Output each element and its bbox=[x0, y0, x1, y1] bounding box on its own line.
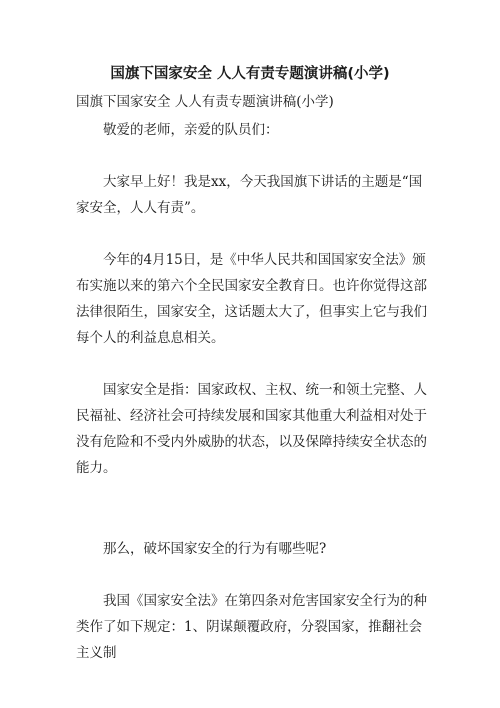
question-paragraph: 那么，破坏国家安全的行为有哪些呢? bbox=[103, 541, 327, 557]
document-subtitle: 国旗下国家安全 人人有责专题演讲稿(小学) bbox=[76, 94, 334, 110]
security-day-paragraph: 今年的4月15日，是《中华人民共和国国家安全法》颁布实施以来的第六个全民国家安全教育日。也许你觉得这部法律很陌生，国家安全，这话题太大了，但事实上它与我们每个人的利益息息相关。 bbox=[76, 252, 427, 346]
greeting-paragraph: 敬爱的老师，亲爱的队员们： bbox=[103, 122, 279, 138]
definition-paragraph: 国家安全是指：国家政权、主权、统一和领土完整、人民福祉、经济社会可持续发展和国家其他重大利益相对处于没有危险和不受内外威胁的状态，以及保障持续安全状态的能力。 bbox=[76, 382, 427, 476]
law-article-paragraph: 我国《国家安全法》在第四条对危害国家安全行为的种类作了如下规定：1、阴谋颠覆政府，分裂国家，推翻社会主义制 bbox=[76, 593, 427, 661]
opening-paragraph: 大家早上好！我是xx，今天我国旗下讲话的主题是“国家安全，人人有责”。 bbox=[76, 174, 423, 216]
document-title: 国旗下国家安全 人人有责专题演讲稿(小学) bbox=[110, 66, 390, 82]
